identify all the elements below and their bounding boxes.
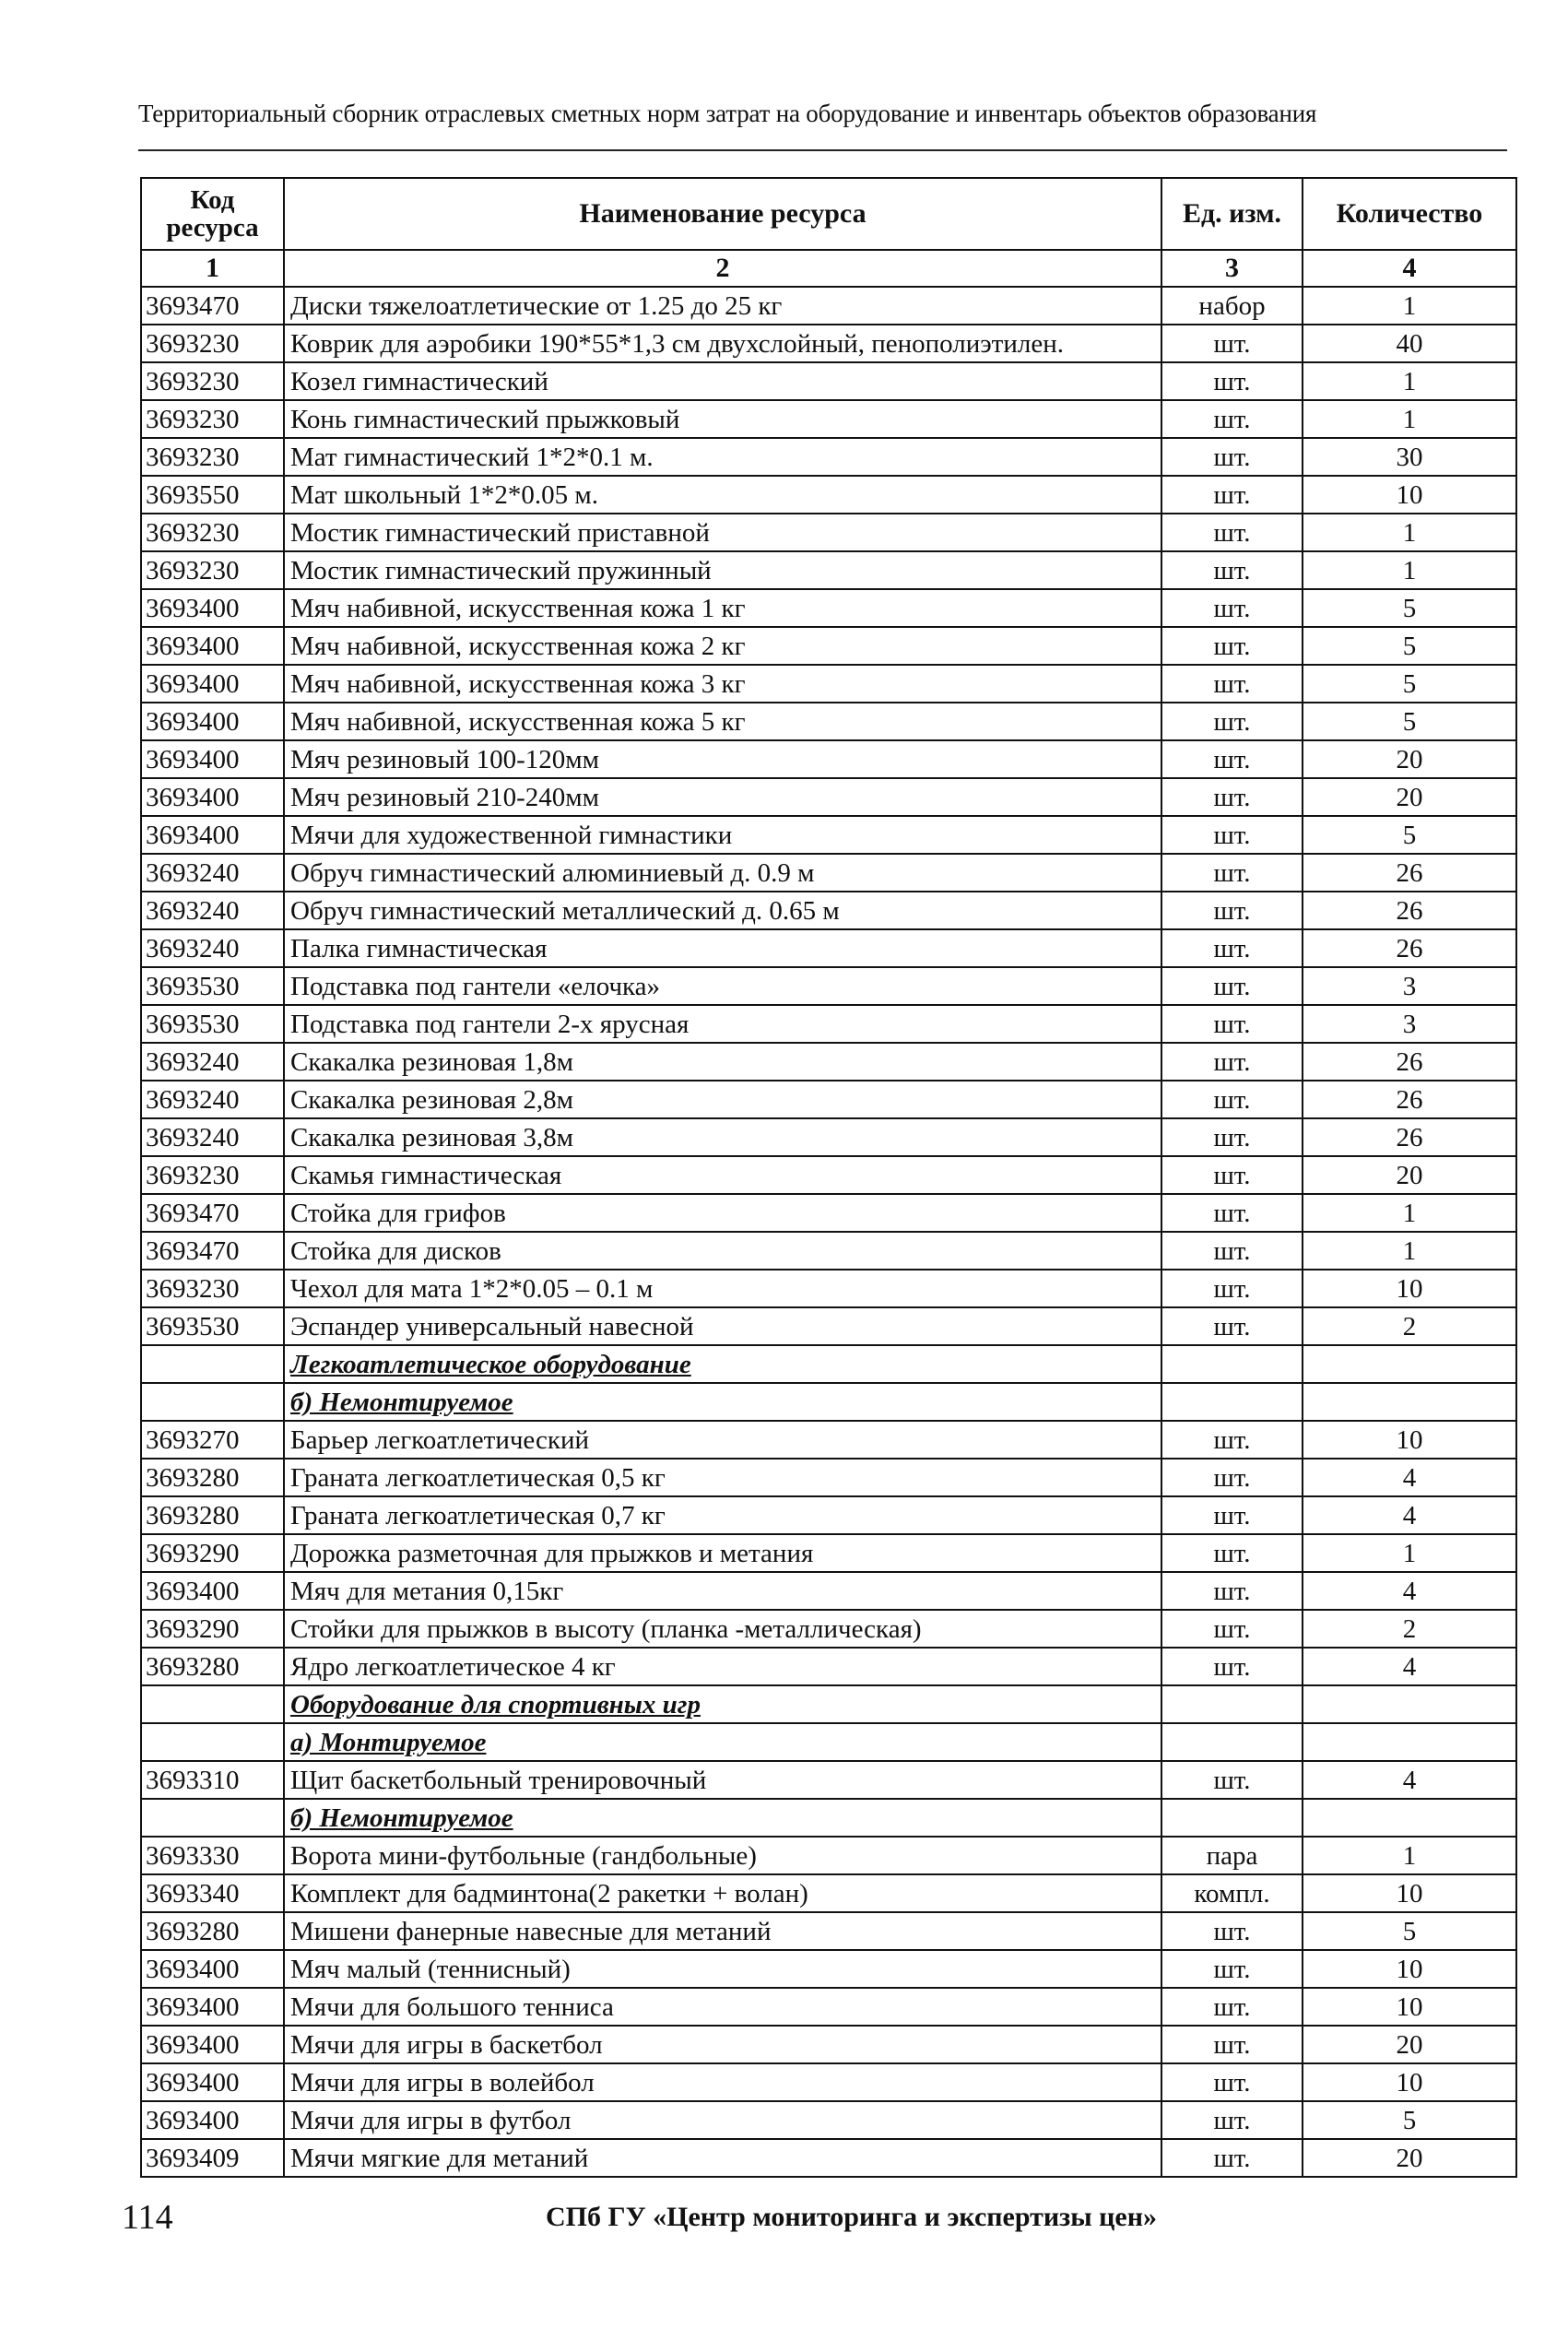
resource-code-cell: 3693240 (141, 929, 284, 967)
resource-name-cell: Палка гимнастическая (284, 929, 1161, 967)
table-row (141, 1837, 1516, 1874)
quantity-cell: 4 (1303, 1459, 1516, 1496)
unit-cell: шт. (1161, 1270, 1303, 1307)
unit-cell: шт. (1161, 778, 1303, 816)
unit-cell: набор (1161, 287, 1303, 325)
resource-code-cell: 3693400 (141, 589, 284, 627)
empty-cell (141, 1723, 284, 1761)
table-row (141, 1270, 1516, 1307)
quantity-cell: 26 (1303, 854, 1516, 892)
empty-cell (1161, 1723, 1303, 1761)
unit-cell: шт. (1161, 816, 1303, 854)
resource-code-cell: 3693230 (141, 1156, 284, 1194)
unit-cell: шт. (1161, 1043, 1303, 1081)
column-header-name: Наименование ресурса (284, 178, 1161, 250)
quantity-cell: 20 (1303, 740, 1516, 778)
resource-code-cell: 3693230 (141, 325, 284, 362)
quantity-cell: 1 (1303, 287, 1516, 325)
quantity-cell: 20 (1303, 1156, 1516, 1194)
resource-code-cell: 3693270 (141, 1421, 284, 1459)
resource-code-cell: 3693530 (141, 1005, 284, 1043)
resource-name-cell: Подставка под гантели 2-х ярусная (284, 1005, 1161, 1043)
quantity-cell: 1 (1303, 514, 1516, 551)
resource-code-cell: 3693400 (141, 740, 284, 778)
table-row (141, 325, 1516, 362)
empty-cell (1303, 1685, 1516, 1723)
section-row (141, 1799, 1516, 1837)
quantity-cell: 4 (1303, 1496, 1516, 1534)
resource-name-cell: Мяч резиновый 100-120мм (284, 740, 1161, 778)
unit-cell: шт. (1161, 2063, 1303, 2101)
table-row (141, 1988, 1516, 2026)
quantity-cell: 26 (1303, 1118, 1516, 1156)
unit-cell: шт. (1161, 1950, 1303, 1988)
unit-cell: шт. (1161, 627, 1303, 665)
resource-name-cell: Мячи для игры в баскетбол (284, 2026, 1161, 2063)
resource-code-cell: 3693290 (141, 1610, 284, 1648)
column-number: 3 (1161, 250, 1303, 287)
resource-code-cell: 3693400 (141, 2026, 284, 2063)
quantity-cell: 4 (1303, 1761, 1516, 1799)
resource-code-cell: 3693550 (141, 476, 284, 514)
resource-code-cell: 3693230 (141, 514, 284, 551)
unit-cell: шт. (1161, 703, 1303, 740)
empty-cell (141, 1345, 284, 1383)
table-row (141, 778, 1516, 816)
quantity-cell: 26 (1303, 929, 1516, 967)
resource-name-cell: Стойка для дисков (284, 1232, 1161, 1270)
unit-cell: шт. (1161, 514, 1303, 551)
resource-name-cell: Мат гимнастический 1*2*0.1 м. (284, 438, 1161, 476)
resource-code-cell: 3693240 (141, 892, 284, 929)
table-row (141, 1081, 1516, 1118)
resource-name-cell: Скамья гимнастическая (284, 1156, 1161, 1194)
quantity-cell: 1 (1303, 1837, 1516, 1874)
unit-cell: шт. (1161, 438, 1303, 476)
unit-cell: шт. (1161, 1307, 1303, 1345)
resource-name-cell: Скакалка резиновая 3,8м (284, 1118, 1161, 1156)
unit-cell: шт. (1161, 1610, 1303, 1648)
quantity-cell: 20 (1303, 778, 1516, 816)
unit-cell: компл. (1161, 1874, 1303, 1912)
resource-name-cell: Ворота мини-футбольные (гандбольные) (284, 1837, 1161, 1874)
resource-name-cell: Мячи для большого тенниса (284, 1988, 1161, 2026)
table-row (141, 1043, 1516, 1081)
resource-name-cell: Дорожка разметочная для прыжков и метания (284, 1534, 1161, 1572)
resource-name-cell: Коврик для аэробики 190*55*1,3 см двухслойный, пенополиэтилен. (284, 325, 1161, 362)
resource-name-cell: Мостик гимнастический пружинный (284, 551, 1161, 589)
unit-cell: шт. (1161, 362, 1303, 400)
table-row (141, 1761, 1516, 1799)
quantity-cell: 20 (1303, 2026, 1516, 2063)
resource-code-cell: 3693280 (141, 1912, 284, 1950)
resource-code-cell: 3693340 (141, 1874, 284, 1912)
quantity-cell: 26 (1303, 1081, 1516, 1118)
column-number: 2 (284, 250, 1161, 287)
resource-name-cell: Обруч гимнастический металлический д. 0.65 м (284, 892, 1161, 929)
table-row (141, 1156, 1516, 1194)
unit-cell: шт. (1161, 551, 1303, 589)
table-row (141, 589, 1516, 627)
resource-code-cell: 3693400 (141, 703, 284, 740)
header-divider (138, 149, 1507, 151)
table-row (141, 476, 1516, 514)
quantity-cell: 4 (1303, 1572, 1516, 1610)
unit-cell: шт. (1161, 1156, 1303, 1194)
resource-code-cell: 3693409 (141, 2139, 284, 2177)
empty-cell (1161, 1383, 1303, 1421)
empty-cell (1161, 1345, 1303, 1383)
resource-code-cell: 3693280 (141, 1459, 284, 1496)
table-row (141, 1648, 1516, 1685)
table-row (141, 929, 1516, 967)
resource-code-cell: 3693400 (141, 1572, 284, 1610)
unit-cell: шт. (1161, 967, 1303, 1005)
empty-cell (1303, 1723, 1516, 1761)
resource-code-cell: 3693240 (141, 1043, 284, 1081)
page-footer: СПб ГУ «Центр мониторинга и экспертизы цен» (546, 2202, 1158, 2232)
table-row (141, 1194, 1516, 1232)
resource-code-cell: 3693470 (141, 1194, 284, 1232)
table-row (141, 2139, 1516, 2177)
resource-code-cell: 3693230 (141, 438, 284, 476)
resource-code-cell: 3693400 (141, 778, 284, 816)
column-header-code: Код ресурса (141, 178, 284, 250)
quantity-cell: 1 (1303, 551, 1516, 589)
quantity-cell: 5 (1303, 2101, 1516, 2139)
quantity-cell: 10 (1303, 1988, 1516, 2026)
resource-code-cell: 3693530 (141, 967, 284, 1005)
unit-cell: шт. (1161, 740, 1303, 778)
unit-cell: шт. (1161, 1005, 1303, 1043)
quantity-cell: 1 (1303, 1194, 1516, 1232)
resource-code-cell: 3693530 (141, 1307, 284, 1345)
table-row (141, 362, 1516, 400)
unit-cell: шт. (1161, 1232, 1303, 1270)
quantity-cell: 1 (1303, 1232, 1516, 1270)
quantity-cell: 1 (1303, 362, 1516, 400)
table-row (141, 1610, 1516, 1648)
quantity-cell: 4 (1303, 1648, 1516, 1685)
quantity-cell: 1 (1303, 1534, 1516, 1572)
table-row (141, 1912, 1516, 1950)
resource-name-cell: Мостик гимнастический приставной (284, 514, 1161, 551)
quantity-cell: 10 (1303, 1270, 1516, 1307)
table-row (141, 1232, 1516, 1270)
section-title: Оборудование для спортивных игр (284, 1685, 1161, 1723)
empty-cell (1303, 1383, 1516, 1421)
table-row (141, 1459, 1516, 1496)
unit-cell: пара (1161, 1837, 1303, 1874)
quantity-cell: 40 (1303, 325, 1516, 362)
table-row (141, 665, 1516, 703)
resource-code-cell: 3693280 (141, 1648, 284, 1685)
resource-code-cell: 3693230 (141, 400, 284, 438)
resource-name-cell: Конь гимнастический прыжковый (284, 400, 1161, 438)
empty-cell (141, 1383, 284, 1421)
resource-name-cell: Стойка для грифов (284, 1194, 1161, 1232)
unit-cell: шт. (1161, 2026, 1303, 2063)
quantity-cell: 5 (1303, 816, 1516, 854)
resource-code-cell: 3693230 (141, 551, 284, 589)
table-row (141, 1874, 1516, 1912)
table-row (141, 2101, 1516, 2139)
section-row (141, 1723, 1516, 1761)
unit-cell: шт. (1161, 1988, 1303, 2026)
quantity-cell: 26 (1303, 1043, 1516, 1081)
empty-cell (141, 1685, 284, 1723)
resource-name-cell: Барьер легкоатлетический (284, 1421, 1161, 1459)
empty-cell (1161, 1685, 1303, 1723)
resource-code-cell: 3693470 (141, 287, 284, 325)
resource-code-cell: 3693400 (141, 1950, 284, 1988)
unit-cell: шт. (1161, 1081, 1303, 1118)
unit-cell: шт. (1161, 854, 1303, 892)
section-title: б) Немонтируемое (284, 1799, 1161, 1837)
unit-cell: шт. (1161, 1761, 1303, 1799)
table-row (141, 1307, 1516, 1345)
table-row (141, 287, 1516, 325)
resource-name-cell: Чехол для мата 1*2*0.05 – 0.1 м (284, 1270, 1161, 1307)
resource-name-cell: Мячи мягкие для метаний (284, 2139, 1161, 2177)
resource-code-cell: 3693470 (141, 1232, 284, 1270)
section-title: а) Монтируемое (284, 1723, 1161, 1761)
column-header-unit: Ед. изм. (1161, 178, 1303, 250)
resource-name-cell: Мяч набивной, искусственная кожа 5 кг (284, 703, 1161, 740)
unit-cell: шт. (1161, 929, 1303, 967)
resource-name-cell: Козел гимнастический (284, 362, 1161, 400)
resource-code-cell: 3693400 (141, 2063, 284, 2101)
table-row (141, 627, 1516, 665)
table-row (141, 703, 1516, 740)
unit-cell: шт. (1161, 2101, 1303, 2139)
table-row (141, 1534, 1516, 1572)
table-body (141, 287, 1516, 2177)
quantity-cell: 5 (1303, 665, 1516, 703)
table-row (141, 1005, 1516, 1043)
unit-cell: шт. (1161, 400, 1303, 438)
quantity-cell: 2 (1303, 1610, 1516, 1648)
resource-name-cell: Мяч резиновый 210-240мм (284, 778, 1161, 816)
unit-cell: шт. (1161, 476, 1303, 514)
resource-code-cell: 3693400 (141, 627, 284, 665)
quantity-cell: 1 (1303, 400, 1516, 438)
table-row (141, 400, 1516, 438)
resource-name-cell: Скакалка резиновая 1,8м (284, 1043, 1161, 1081)
unit-cell: шт. (1161, 1534, 1303, 1572)
resource-name-cell: Щит баскетбольный тренировочный (284, 1761, 1161, 1799)
unit-cell: шт. (1161, 892, 1303, 929)
unit-cell: шт. (1161, 665, 1303, 703)
section-row (141, 1383, 1516, 1421)
empty-cell (141, 1799, 284, 1837)
resource-name-cell: Мяч набивной, искусственная кожа 1 кг (284, 589, 1161, 627)
quantity-cell: 5 (1303, 1912, 1516, 1950)
quantity-cell: 30 (1303, 438, 1516, 476)
unit-cell: шт. (1161, 1912, 1303, 1950)
resource-name-cell: Мяч малый (теннисный) (284, 1950, 1161, 1988)
unit-cell: шт. (1161, 1194, 1303, 1232)
resource-code-cell: 3693400 (141, 2101, 284, 2139)
resource-table (140, 177, 1517, 2178)
empty-cell (1303, 1799, 1516, 1837)
table-row (141, 2063, 1516, 2101)
resource-name-cell: Скакалка резиновая 2,8м (284, 1081, 1161, 1118)
resource-name-cell: Подставка под гантели «елочка» (284, 967, 1161, 1005)
resource-name-cell: Обруч гимнастический алюминиевый д. 0.9 м (284, 854, 1161, 892)
table-row (141, 514, 1516, 551)
section-title: б) Немонтируемое (284, 1383, 1161, 1421)
quantity-cell: 10 (1303, 1950, 1516, 1988)
resource-name-cell: Мишени фанерные навесные для метаний (284, 1912, 1161, 1950)
table-row (141, 2026, 1516, 2063)
quantity-cell: 3 (1303, 967, 1516, 1005)
unit-cell: шт. (1161, 1572, 1303, 1610)
quantity-cell: 3 (1303, 1005, 1516, 1043)
resource-code-cell: 3693280 (141, 1496, 284, 1534)
column-header-quantity: Количество (1303, 178, 1516, 250)
resource-code-cell: 3693240 (141, 1118, 284, 1156)
quantity-cell: 26 (1303, 892, 1516, 929)
section-row (141, 1685, 1516, 1723)
quantity-cell: 20 (1303, 2139, 1516, 2177)
table-row (141, 1572, 1516, 1610)
table-row (141, 967, 1516, 1005)
unit-cell: шт. (1161, 589, 1303, 627)
resource-code-cell: 3693400 (141, 665, 284, 703)
table-row (141, 1950, 1516, 1988)
resource-name-cell: Мячи для художественной гимнастики (284, 816, 1161, 854)
resource-name-cell: Стойки для прыжков в высоту (планка -металлическая) (284, 1610, 1161, 1648)
section-title: Легкоатлетическое оборудование (284, 1345, 1161, 1383)
empty-cell (1303, 1345, 1516, 1383)
section-row (141, 1345, 1516, 1383)
table-row (141, 740, 1516, 778)
resource-name-cell: Мяч для метания 0,15кг (284, 1572, 1161, 1610)
column-number: 4 (1303, 250, 1516, 287)
page-header: Территориальный сборник отраслевых сметных норм затрат на оборудование и инвентарь объектов образования (138, 100, 1317, 127)
unit-cell: шт. (1161, 1459, 1303, 1496)
unit-cell: шт. (1161, 1648, 1303, 1685)
resource-name-cell: Граната легкоатлетическая 0,5 кг (284, 1459, 1161, 1496)
resource-code-cell: 3693240 (141, 1081, 284, 1118)
unit-cell: шт. (1161, 1118, 1303, 1156)
resource-code-cell: 3693400 (141, 816, 284, 854)
page-number: 114 (122, 2198, 173, 2237)
quantity-cell: 10 (1303, 476, 1516, 514)
quantity-cell: 5 (1303, 627, 1516, 665)
table-row (141, 551, 1516, 589)
resource-code-cell: 3693310 (141, 1761, 284, 1799)
resource-code-cell: 3693230 (141, 362, 284, 400)
resource-name-cell: Эспандер универсальный навесной (284, 1307, 1161, 1345)
resource-code-cell: 3693330 (141, 1837, 284, 1874)
resource-name-cell: Ядро легкоатлетическое 4 кг (284, 1648, 1161, 1685)
resource-name-cell: Комплект для бадминтона(2 ракетки + волан) (284, 1874, 1161, 1912)
table-row (141, 892, 1516, 929)
unit-cell: шт. (1161, 325, 1303, 362)
resource-code-cell: 3693240 (141, 854, 284, 892)
quantity-cell: 10 (1303, 2063, 1516, 2101)
quantity-cell: 5 (1303, 589, 1516, 627)
table-row (141, 816, 1516, 854)
resource-name-cell: Мат школьный 1*2*0.05 м. (284, 476, 1161, 514)
resource-name-cell: Мяч набивной, искусственная кожа 2 кг (284, 627, 1161, 665)
unit-cell: шт. (1161, 1496, 1303, 1534)
unit-cell: шт. (1161, 2139, 1303, 2177)
table-row (141, 1421, 1516, 1459)
unit-cell: шт. (1161, 1421, 1303, 1459)
resource-name-cell: Диски тяжелоатлетические от 1.25 до 25 кг (284, 287, 1161, 325)
table-row (141, 438, 1516, 476)
resource-name-cell: Мячи для игры в волейбол (284, 2063, 1161, 2101)
table-row (141, 1496, 1516, 1534)
resource-code-cell: 3693290 (141, 1534, 284, 1572)
table-row (141, 854, 1516, 892)
column-number: 1 (141, 250, 284, 287)
quantity-cell: 5 (1303, 703, 1516, 740)
resource-name-cell: Мяч набивной, искусственная кожа 3 кг (284, 665, 1161, 703)
resource-name-cell: Граната легкоатлетическая 0,7 кг (284, 1496, 1161, 1534)
resource-name-cell: Мячи для игры в футбол (284, 2101, 1161, 2139)
empty-cell (1161, 1799, 1303, 1837)
quantity-cell: 10 (1303, 1421, 1516, 1459)
resource-code-cell: 3693230 (141, 1270, 284, 1307)
resource-code-cell: 3693400 (141, 1988, 284, 2026)
table-row (141, 1118, 1516, 1156)
quantity-cell: 2 (1303, 1307, 1516, 1345)
quantity-cell: 10 (1303, 1874, 1516, 1912)
